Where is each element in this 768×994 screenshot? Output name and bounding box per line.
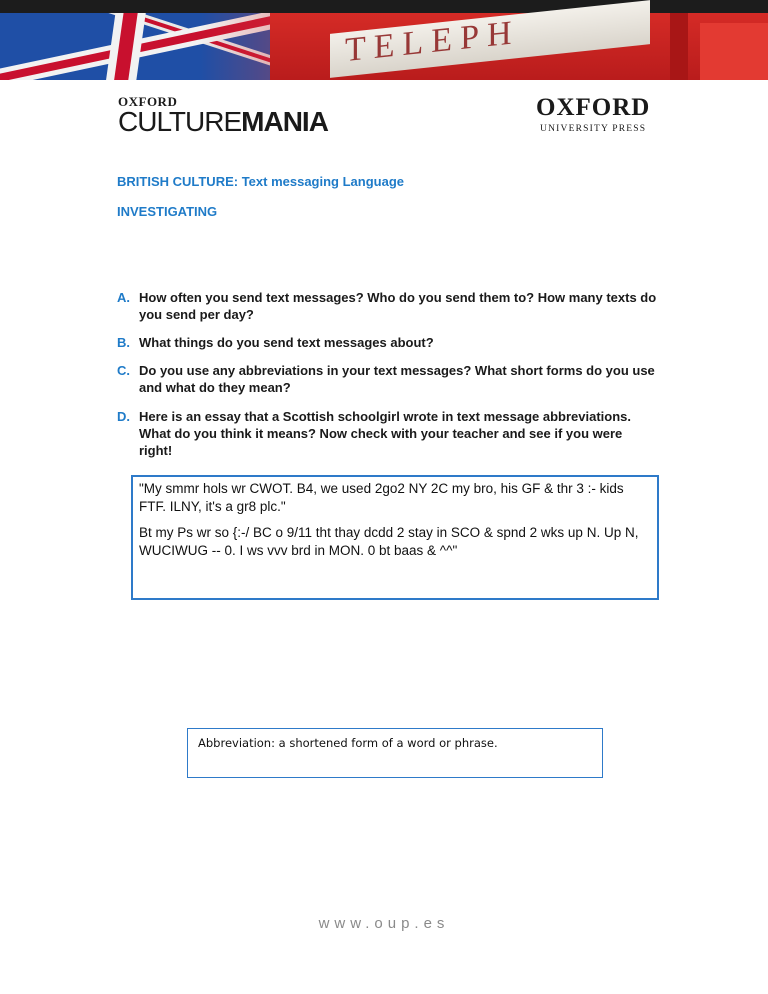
definition-text: Abbreviation: a shortened form of a word or phrase. [198, 736, 498, 750]
question-text: Do you use any abbreviations in your text messages? What short forms do you use and what do they mean? [139, 363, 655, 395]
booth-frame [700, 23, 768, 80]
booth-post [670, 13, 688, 80]
section-heading: INVESTIGATING [117, 204, 218, 219]
logo-mania: MANIA [241, 106, 328, 137]
logo-oxford-small: OXFORD [118, 94, 178, 109]
question-c [117, 362, 657, 396]
footer-url: www.oup.es [318, 915, 450, 932]
question-d [117, 408, 657, 459]
question-text: Here is an essay that a Scottish schoolgirl wrote in text message abbreviations. What do you think it means? Now check with your teacher and see if you were right! [139, 409, 632, 458]
logo-oxford-brand: OXFORD [536, 94, 651, 121]
question-letter: C. [117, 363, 130, 378]
question-letter: B. [117, 335, 130, 350]
question-letter: D. [117, 409, 130, 424]
definition-box [187, 728, 603, 778]
logo-culturemania [118, 108, 328, 136]
telephone-sign-text: TELEPH [345, 13, 520, 70]
question-a [117, 289, 657, 323]
telephone-box-image [270, 13, 768, 80]
logo-culture: CULTURE [118, 106, 242, 137]
essay-text-box [131, 475, 659, 600]
question-b [117, 334, 657, 351]
header-banner [0, 0, 768, 80]
oxford-culturemania-logo [118, 95, 328, 136]
logo-university-press: UNIVERSITY PRESS [540, 124, 647, 134]
question-letter: A. [117, 290, 130, 305]
essay-paragraph-1: "My smmr hols wr CWOT. B4, we used 2go2 NY 2C my bro, his GF & thr 3 :- kids FTF. ILNY, it's a gr8 plc." [139, 481, 624, 514]
oxford-university-press-logo [536, 95, 650, 134]
banner-top-strip [0, 0, 768, 13]
page-title: BRITISH CULTURE: Text messaging Language [117, 174, 404, 189]
essay-paragraph-2: Bt my Ps wr so {:-/ BC o 9/11 tht thay dcdd 2 stay in SCO & spnd 2 wks up N. Up N, WUCIWUG -- 0. I ws vvv brd in MON. 0 bt baas & ^^" [139, 525, 639, 558]
question-text: How often you send text messages? Who do you send them to? How many texts do you send per day? [139, 290, 657, 322]
question-text: What things do you send text messages about? [139, 335, 434, 350]
